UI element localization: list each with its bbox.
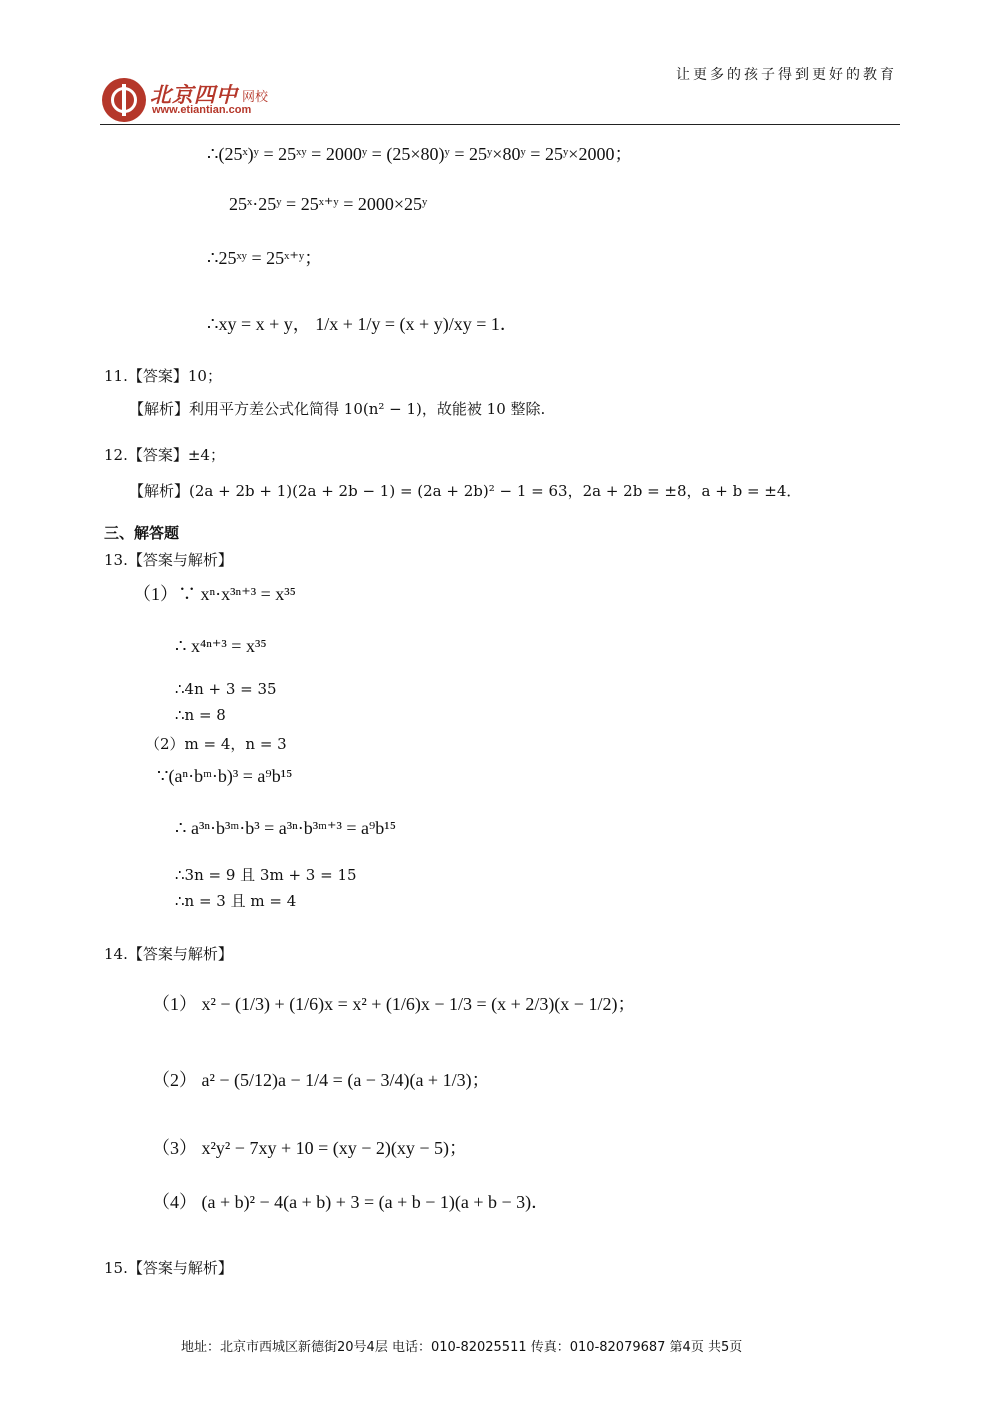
q11-answer: 11.【答案】10； <box>104 367 222 385</box>
logo-url: www.etiantian.com <box>152 104 252 116</box>
q13-part1-step-2: ∴ x⁴ⁿ⁺³ = x³⁵ <box>175 636 267 656</box>
q10-step-3: ∴25ˣʸ = 25ˣ⁺ʸ； <box>207 248 323 268</box>
q12-analysis: 【解析】(2a + 2b + 1)(2a + 2b − 1) = (2a + 2b)² − 1 = 63，2a + 2b = ±8，a + b = ±4． <box>129 482 802 500</box>
q13-part2-answer: （2）m = 4，n = 3 <box>145 735 287 753</box>
q11-analysis: 【解析】利用平方差公式化简得 10(n² − 1)，故能被 10 整除. <box>129 400 546 418</box>
q14-part2: （2） a² − (5/12)a − 1/4 = (a − 3/4)(a + 1/3)； <box>152 1070 490 1090</box>
q13-part1-step-4: ∴n = 8 <box>175 706 226 724</box>
q13-heading: 13.【答案与解析】 <box>104 551 233 569</box>
q13-part2-step-2: ∴ a³ⁿ·b³ᵐ·b³ = a³ⁿ·b³ᵐ⁺³ = a⁹b¹⁵ <box>175 818 396 838</box>
q14-part4: （4） (a + b)² − 4(a + b) + 3 = (a + b − 1)(a + b − 3)． <box>152 1192 550 1212</box>
q13-part2-step-4: ∴n = 3 且 m = 4 <box>175 892 297 910</box>
school-logo-icon <box>102 78 146 122</box>
header-slogan: 让更多的孩子得到更好的教育 <box>676 67 897 83</box>
section-heading: 三、解答题 <box>104 524 180 542</box>
q15-heading: 15.【答案与解析】 <box>104 1259 233 1277</box>
q10-step-2: 25ˣ·25ʸ = 25ˣ⁺ʸ = 2000×25ʸ <box>229 194 428 214</box>
q13-part2-step-1: ∵(aⁿ·bᵐ·b)³ = a⁹b¹⁵ <box>157 766 293 786</box>
q14-part1: （1） x² − (1/3) + (1/6)x = x² + (1/6)x − 1/3 = (x + 2/3)(x − 1/2)； <box>152 994 636 1014</box>
page-footer: 地址：北京市西城区新德街20号4层 电话：010-82025511 传真：010-82079687 第4页 共5页 <box>181 1340 743 1355</box>
q14-heading: 14.【答案与解析】 <box>104 945 233 963</box>
logo-name: 北京四中 <box>150 82 238 107</box>
q10-step-4: ∴xy = x + y， 1/x + 1/y = (x + y)/xy = 1． <box>207 314 518 334</box>
q13-part1-step-3: ∴4n + 3 = 35 <box>175 680 277 698</box>
q13-part1-step-1: （1）∵ xⁿ·x³ⁿ⁺³ = x³⁵ <box>133 584 296 604</box>
logo-net: 网校 <box>242 90 269 105</box>
q13-part2-step-3: ∴3n = 9 且 3m + 3 = 15 <box>175 866 357 884</box>
q12-answer: 12.【答案】±4； <box>104 446 225 464</box>
q10-step-1: ∴(25ˣ)ʸ = 25ˣʸ = 2000ʸ = (25×80)ʸ = 25ʸ×80ʸ = 25ʸ×2000； <box>207 144 633 164</box>
q14-part3: （3） x²y² − 7xy + 10 = (xy − 2)(xy − 5)； <box>152 1138 468 1158</box>
header-divider <box>100 124 900 125</box>
